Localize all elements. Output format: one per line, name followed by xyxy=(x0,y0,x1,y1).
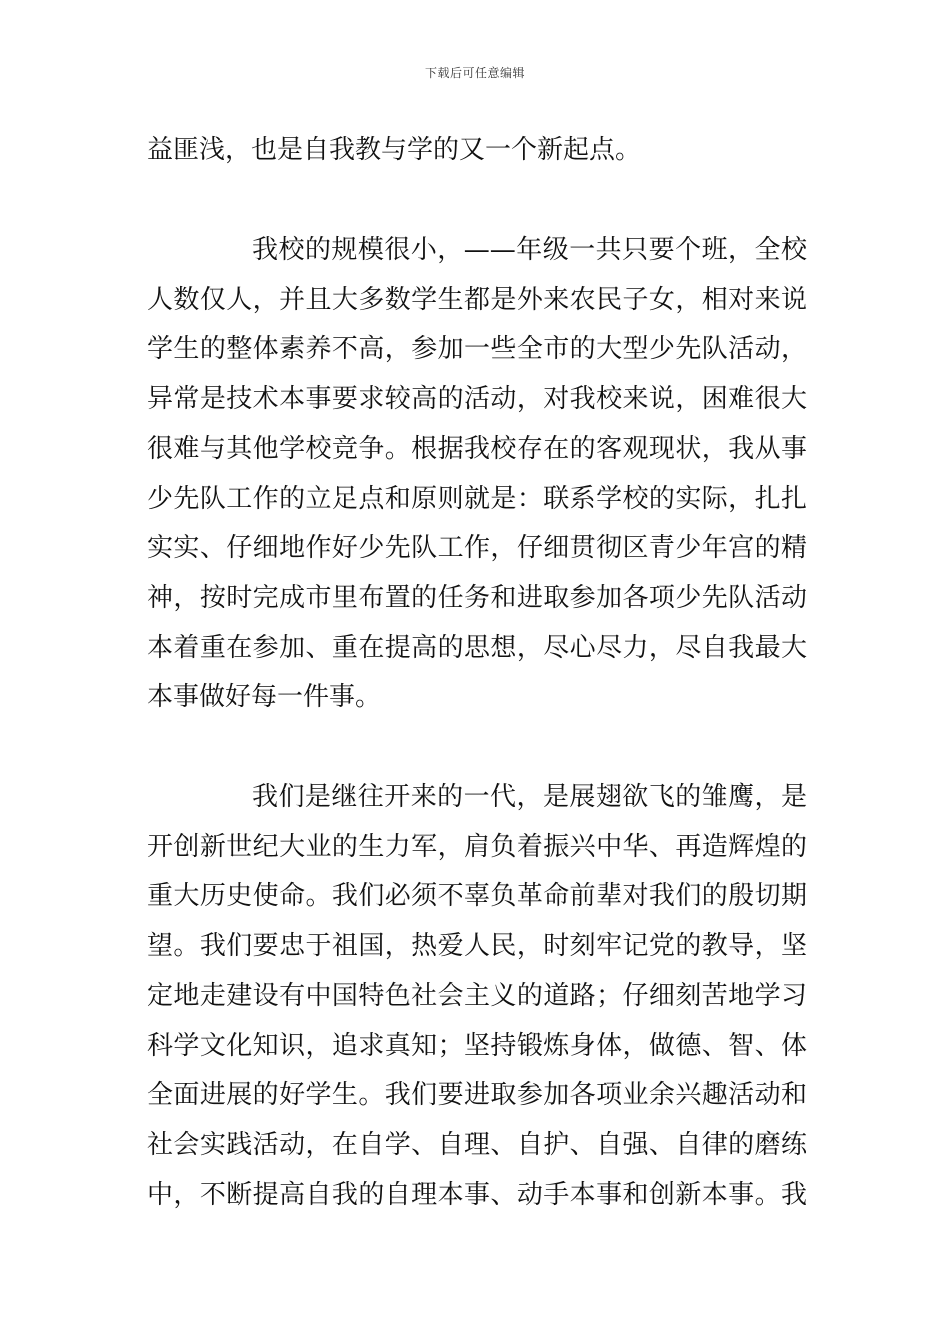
text-line: 我校的规模很小，——年级一共只要个班，全校 xyxy=(252,235,807,265)
text-line: 异常是技术本事要求较高的活动，对我校来说，困难很大 xyxy=(147,384,807,414)
text-line: 人数仅人，并且大多数学生都是外来农民子女，相对来说 xyxy=(147,285,807,315)
page-header: 下载后可任意编辑 xyxy=(424,66,525,80)
text-line: 科学文化知识，追求真知；坚持锻炼身体，做德、智、体 xyxy=(147,1031,807,1061)
text-line: 中，不断提高自我的自理本事、动手本事和创新本事。我 xyxy=(147,1180,807,1210)
text-line: 本着重在参加、重在提高的思想，尽心尽力，尽自我最大 xyxy=(147,633,807,663)
text-line: 益匪浅，也是自我教与学的又一个新起点。 xyxy=(147,135,642,165)
text-line: 神，按时完成市里布置的任务和进取参加各项少先队活动 xyxy=(147,583,807,613)
text-line: 定地走建设有中国特色社会主义的道路；仔细刻苦地学习 xyxy=(147,981,807,1011)
text-line: 望。我们要忠于祖国，热爱人民，时刻牢记党的教导，坚 xyxy=(147,931,807,961)
text-line: 学生的整体素养不高，参加一些全市的大型少先队活动， xyxy=(147,334,807,364)
text-line: 社会实践活动，在自学、自理、自护、自强、自律的磨练 xyxy=(147,1130,807,1160)
text-line: 全面进展的好学生。我们要进取参加各项业余兴趣活动和 xyxy=(147,1080,807,1110)
text-line: 我们是继往开来的一代，是展翅欲飞的雏鹰，是 xyxy=(252,782,807,812)
text-line: 少先队工作的立足点和原则就是：联系学校的实际，扎扎 xyxy=(147,484,807,514)
text-line: 实实、仔细地作好少先队工作，仔细贯彻区青少年宫的精 xyxy=(147,533,807,563)
text-line: 本事做好每一件事。 xyxy=(147,682,382,712)
text-line: 重大历史使命。我们必须不辜负革命前辈对我们的殷切期 xyxy=(147,881,807,911)
text-line: 很难与其他学校竞争。根据我校存在的客观现状，我从事 xyxy=(147,434,807,464)
text-line: 开创新世纪大业的生力军，肩负着振兴中华、再造辉煌的 xyxy=(147,832,807,862)
